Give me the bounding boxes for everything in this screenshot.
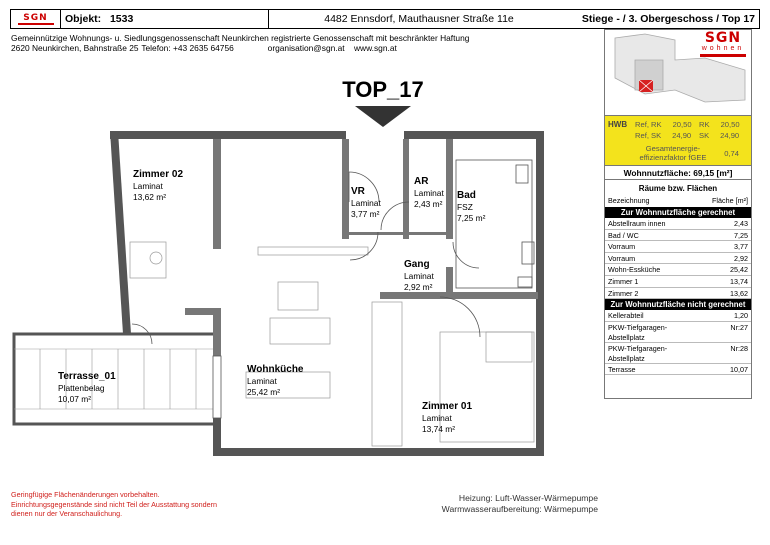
objekt-number: 1533	[109, 13, 134, 25]
sgn-logo	[697, 31, 749, 61]
row-name: PKW-Tiefgaragen-Abstellplatz	[608, 322, 668, 342]
row-name: Zimmer 2	[608, 288, 639, 298]
logo-bar	[18, 23, 54, 25]
logo-text: SGN	[23, 12, 48, 23]
room-area-bad: 7,25 m²	[457, 213, 486, 223]
room-floor-gang: Laminat	[404, 271, 434, 281]
floor-plan	[0, 72, 600, 472]
header-bar	[10, 9, 760, 29]
row-value: 2,43	[734, 219, 748, 228]
column-headers	[605, 195, 751, 207]
row-name: Vorraum	[608, 242, 636, 252]
table-row	[605, 364, 751, 376]
table-row	[605, 264, 751, 276]
info-panel	[604, 29, 752, 399]
energy-box	[605, 116, 751, 166]
terrace-door	[213, 356, 221, 418]
room-area-ar: 2,43 m²	[414, 199, 443, 209]
company-contact	[11, 43, 469, 53]
row-value: 1,20	[734, 311, 748, 321]
room-name-gang: Gang	[404, 259, 430, 270]
room-name-zimmer-02: Zimmer 02	[133, 169, 184, 180]
room-name-vr: VR	[351, 186, 365, 197]
row-name: Wohn-Essküche	[608, 265, 661, 275]
hwb-row-sk	[635, 131, 739, 140]
room-floor-terrasse: Plattenbelag	[58, 383, 105, 393]
table-row	[605, 310, 751, 322]
row-name: Zimmer 1	[608, 276, 639, 286]
objekt-label: Objekt:	[65, 13, 102, 25]
entrance-arrow-icon	[355, 106, 411, 127]
room-area-terrasse: 10,07 m²	[58, 394, 92, 404]
row-name: Terrasse	[608, 364, 636, 374]
rows-excluded	[605, 310, 751, 375]
hwb-ref-rk-label: Ref, RK	[635, 120, 662, 129]
col-area-header: Fläche [m²]	[712, 196, 748, 205]
row-value: Nr:28	[730, 343, 748, 353]
row-value: 10,07	[730, 364, 748, 374]
company-street: 2620 Neunkirchen, Bahnstraße 25	[11, 43, 139, 53]
hwb-row-rk	[635, 120, 740, 129]
inner-walls	[185, 139, 538, 356]
room-name-terrasse: Terrasse_01	[58, 371, 116, 382]
room-area-zimmer-02: 13,62 m²	[133, 192, 167, 202]
company-name: Gemeinnützige Wohnungs- u. Siedlungsgenossenschaft Neunkirchen registrierte Genossenschaft mit beschränkter Haftung	[11, 33, 470, 43]
hwb-ref-sk-label: Ref, SK	[635, 131, 662, 140]
sgn-logo-small	[11, 10, 61, 28]
table-row	[605, 253, 751, 265]
room-floor-wohnkueche: Laminat	[247, 376, 277, 386]
room-floor-zimmer-01: Laminat	[422, 413, 452, 423]
room-name-ar: AR	[414, 176, 429, 187]
row-value: 2,92	[734, 253, 748, 263]
company-email: organisation@sgn.at	[267, 43, 345, 53]
heating-text: Heizung: Luft-Wasser-Wärmepumpe	[458, 493, 598, 503]
row-name: Abstellraum innen	[608, 219, 666, 228]
row-value: 3,77	[734, 242, 748, 252]
room-floor-ar: Laminat	[414, 188, 444, 198]
row-value: 7,25	[734, 230, 748, 240]
table-row	[605, 343, 751, 364]
row-value: 13,62	[730, 288, 748, 298]
disclaimer-line-3: dienen nur der Veranschaulichung.	[11, 509, 123, 519]
objekt-field	[61, 10, 269, 28]
hot-water-text: Warmwasseraufbereitung: Wärmepumpe	[441, 504, 598, 514]
room-floor-vr: Laminat	[351, 198, 381, 208]
room-name-wohnkueche: Wohnküche	[247, 364, 304, 375]
table-row	[605, 322, 751, 343]
room-area-vr: 3,77 m²	[351, 209, 380, 219]
section-excluded: Zur Wohnnutzfläche nicht gerechnet	[605, 299, 751, 310]
table-row	[605, 276, 751, 288]
terrace-area	[14, 334, 218, 424]
raeume-title: Räume bzw. Flächen	[638, 184, 718, 193]
table-row	[605, 288, 751, 300]
rows-included	[605, 218, 751, 299]
row-name: Kellerabteil	[608, 311, 644, 321]
logo-sub-text: wohnen	[701, 45, 745, 52]
disclaimer-line-2: Einrichtungsgegenstände sind nicht Teil der Ausstattung sondern	[11, 499, 218, 509]
row-value: 25,42	[730, 265, 748, 275]
room-area-zimmer-01: 13,74 m²	[422, 424, 456, 434]
disclaimer-line-1: Geringfügige Flächenänderungen vorbehalten.	[11, 490, 160, 499]
room-floor-zimmer-02: Laminat	[133, 181, 163, 191]
hwb-rk: 20,50	[720, 120, 740, 129]
hwb-rk-label: RK	[699, 120, 710, 129]
hwb-sk: 24,90	[720, 131, 740, 140]
address: 4482 Ennsdorf, Mauthausner Straße 11e	[324, 13, 514, 25]
hwb-ref-rk: 20,50	[672, 120, 692, 129]
hwb-label: HWB	[608, 120, 628, 129]
stiege-info: Stiege - / 3. Obergeschoss / Top 17	[581, 13, 755, 25]
company-info	[11, 33, 469, 53]
company-web: www.sgn.at	[353, 43, 397, 53]
company-phone: Telefon: +43 2635 64756	[141, 43, 234, 53]
table-row	[605, 218, 751, 230]
logo-big-text: SGN	[704, 30, 742, 46]
row-name: Vorraum	[608, 253, 636, 263]
floor-plan-drawing	[0, 72, 600, 472]
location-minimap	[605, 30, 751, 116]
section-included: Zur Wohnnutzfläche gerechnet	[605, 207, 751, 218]
room-name-zimmer-01: Zimmer 01	[422, 401, 473, 412]
room-name-bad: Bad	[457, 190, 476, 201]
wohnnutzflaeche-total: Wohnnutzfläche: 69,15 [m²]	[605, 166, 751, 180]
row-name: Bad / WC	[608, 230, 639, 240]
hwb-ref-sk: 24,90	[672, 131, 692, 140]
fgee-value: 0,74	[724, 149, 739, 158]
row-value: 13,74	[730, 276, 748, 286]
top-label: TOP_17	[342, 77, 424, 102]
heating-info	[402, 493, 598, 515]
bathroom-fixtures	[456, 160, 534, 288]
row-name: PKW-Tiefgaragen-Abstellplatz	[608, 343, 668, 363]
logo-strip	[700, 54, 746, 57]
fgee-label: Gesamtenergie-effizienzfaktor fGEE	[639, 144, 707, 162]
room-area-wohnkueche: 25,42 m²	[247, 387, 281, 397]
room-floor-bad: FSZ	[457, 202, 473, 212]
disclaimer	[11, 490, 217, 519]
table-row	[605, 241, 751, 253]
table-row	[605, 230, 751, 242]
hwb-sk-label: SK	[699, 131, 710, 140]
row-value: Nr:27	[730, 322, 748, 332]
room-area-gang: 2,92 m²	[404, 282, 433, 292]
col-name-header: Bezeichnung	[608, 196, 650, 205]
